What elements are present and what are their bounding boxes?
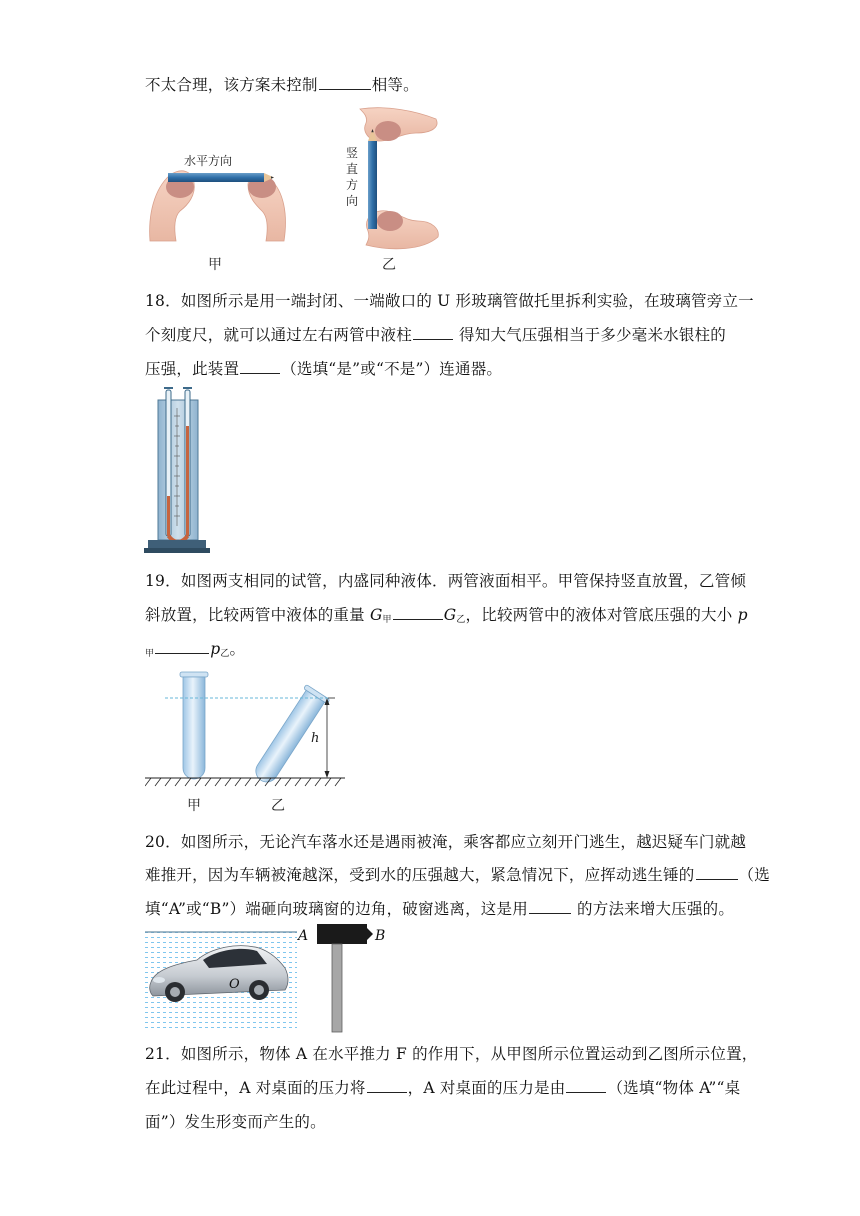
q21-blank-2[interactable]: [566, 1078, 606, 1093]
q20-text-line-2: 难推开，因为车辆被淹越深，受到水的压强越大，紧急情况下，应挥动逃生锤的 （选: [145, 866, 770, 884]
q17-blank[interactable]: [319, 75, 371, 90]
q19-blank-1[interactable]: [393, 605, 443, 620]
label-vertical: 竖直方向: [346, 146, 359, 208]
label-A: A: [298, 928, 309, 944]
q18-blank-2[interactable]: [240, 359, 280, 374]
q20-text-line-3: 填“A”或“B”）端砸向玻璃窗的边角，破窗逃离，这是用 的方法来增大压强的。: [145, 900, 735, 918]
caption-yi: 乙: [382, 257, 396, 273]
q19-text-line-2: 斜放置，比较两管中液体的重量 $G_甲$ $G_乙$，比较两管中的液体对管底压强的大小 p: [145, 606, 748, 625]
hammer-head: [317, 924, 367, 944]
label-horizontal: 水平方向: [184, 154, 233, 168]
right-hand: [248, 175, 285, 241]
q18-text-line-1: 18．如图所示是用一端封闭、一端敞口的 U 形玻璃管做托里拆利实验，在玻璃管旁立一: [145, 292, 754, 310]
q21-blank-1[interactable]: [367, 1078, 407, 1093]
caption-yi-19: 乙: [271, 798, 285, 814]
q17-pencil-figure: [140, 105, 440, 275]
q19-test-tubes-figure: [145, 668, 355, 818]
q21-text-line-3: 面”）发生形变而产生的。: [145, 1113, 326, 1131]
caption-jia-19: 甲: [187, 798, 201, 814]
label-h: h: [311, 731, 320, 746]
q18-blank-1[interactable]: [413, 325, 453, 340]
q20-blank-2[interactable]: [529, 899, 571, 914]
mercury-left: [167, 496, 170, 536]
q18-text-line-2: 个刻度尺，就可以通过左右两管中液柱 得知大气压强相当于多少毫米水银柱的: [145, 326, 726, 344]
vertical-pencil: [368, 141, 377, 229]
q19-text-line-1: 19．如图两支相同的试管，内盛同种液体．两管液面相平。甲管保持竖直放置，乙管倾: [145, 572, 747, 590]
q17-text-line-1: 不太合理，该方案未控制 相等。: [145, 76, 419, 94]
q21-text-line-2: 在此过程中，A 对桌面的压力将 ，A 对桌面的压力是由 （选填“物体 A”“桌: [145, 1079, 741, 1097]
q20-blank-1[interactable]: [696, 865, 738, 880]
q18-text-line-3: 压强，此装置 （选填“是”或“不是”）连通器。: [145, 360, 503, 378]
label-B: B: [375, 928, 386, 944]
tube-jia: [183, 677, 205, 779]
mercury-right: [186, 426, 189, 536]
horizontal-pencil: [168, 173, 264, 182]
q19-blank-2[interactable]: [155, 639, 209, 654]
q19-text-line-3: $_甲$ $p_乙$。: [145, 640, 246, 659]
q21-text-line-1: 21．如图所示，物体 A 在水平推力 F 的作用下，从甲图所示位置运动到乙图所示位置，: [145, 1045, 758, 1063]
q18-u-tube-figure: [142, 386, 212, 556]
hammer-handle: [332, 944, 342, 1032]
caption-jia: 甲: [208, 257, 222, 273]
q20-text-line-1: 20．如图所示，无论汽车落水还是遇雨被淹，乘客都应立刻开门逃生，越迟疑车门就越: [145, 833, 747, 851]
label-O: O: [229, 977, 240, 992]
q20-car-hammer-figure: [145, 920, 395, 1035]
